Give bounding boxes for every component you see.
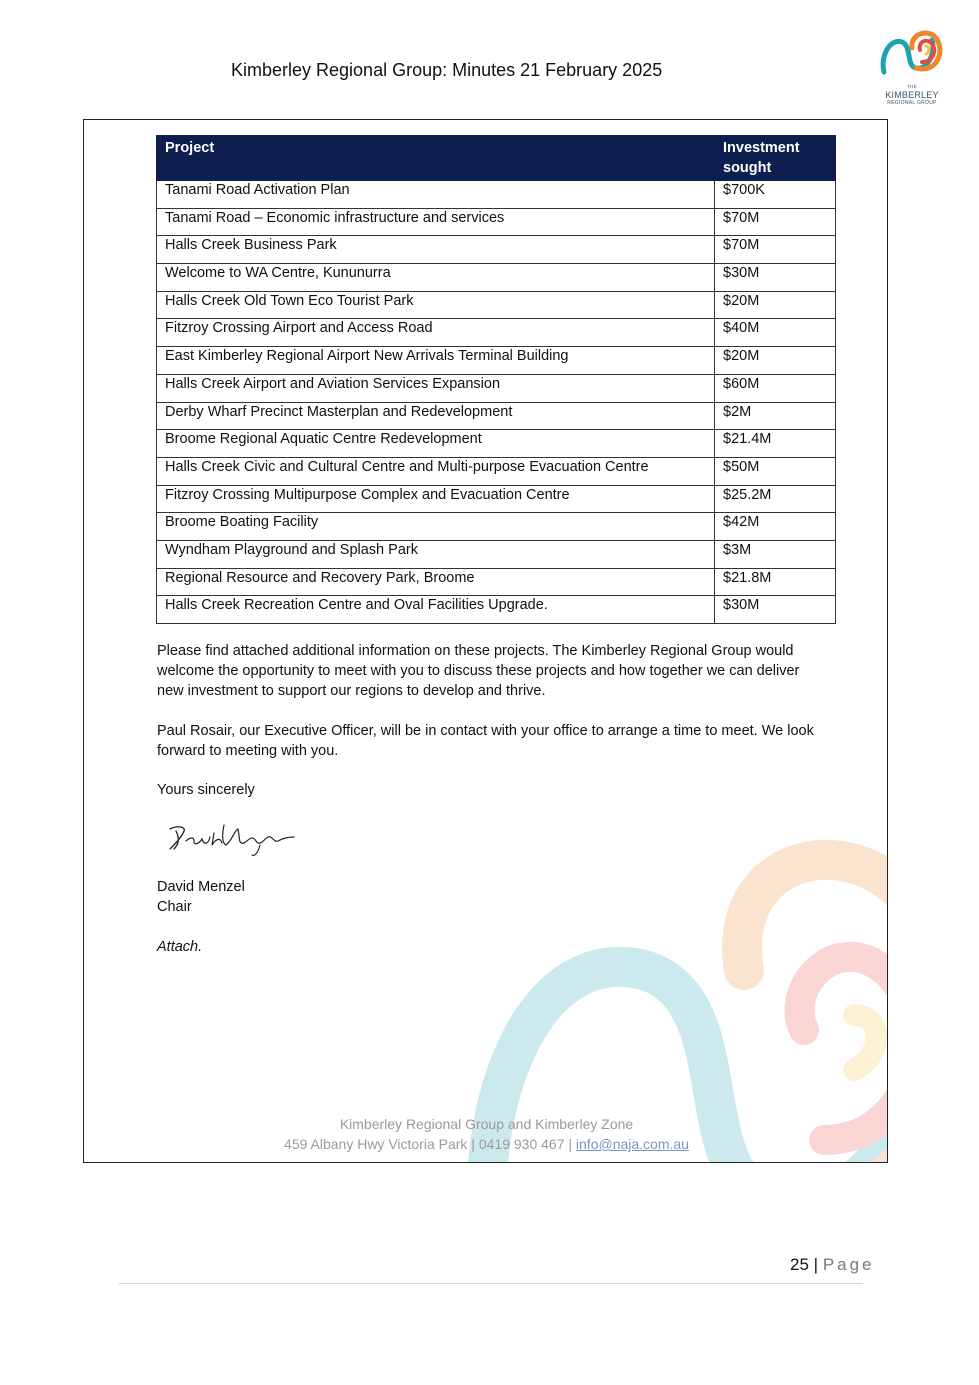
investment-cell: $70M bbox=[715, 236, 836, 264]
project-cell: Regional Resource and Recovery Park, Broome bbox=[157, 568, 715, 596]
table-row bbox=[157, 596, 836, 624]
investment-cell: $20M bbox=[715, 291, 836, 319]
page-number bbox=[790, 1255, 875, 1275]
page-label: Page bbox=[822, 1255, 875, 1274]
investment-cell: $70M bbox=[715, 208, 836, 236]
table-row bbox=[157, 540, 836, 568]
project-cell: Tanami Road Activation Plan bbox=[157, 181, 715, 209]
project-cell: Halls Creek Recreation Centre and Oval Facilities Upgrade. bbox=[157, 596, 715, 624]
footer-contact bbox=[84, 1136, 888, 1152]
table-row bbox=[157, 485, 836, 513]
footer-email-link[interactable]: info@naja.com.au bbox=[575, 1136, 689, 1152]
investment-cell: $60M bbox=[715, 374, 836, 402]
footer-divider bbox=[118, 1283, 863, 1284]
investment-cell: $50M bbox=[715, 457, 836, 485]
letter-frame bbox=[83, 119, 888, 1163]
table-row bbox=[157, 374, 836, 402]
page-number-separator: | bbox=[813, 1255, 819, 1274]
table-row bbox=[157, 457, 836, 485]
project-cell: Wyndham Playground and Splash Park bbox=[157, 540, 715, 568]
table-row bbox=[157, 208, 836, 236]
project-cell: Fitzroy Crossing Airport and Access Road bbox=[157, 319, 715, 347]
table-row bbox=[157, 291, 836, 319]
logo-text-main: KIMBERLEY bbox=[885, 90, 939, 100]
table-row bbox=[157, 347, 836, 375]
logo-text-sub: REGIONAL GROUP bbox=[887, 100, 937, 106]
table-row bbox=[157, 402, 836, 430]
project-cell: East Kimberley Regional Airport New Arrivals Terminal Building bbox=[157, 347, 715, 375]
project-cell: Welcome to WA Centre, Kununurra bbox=[157, 264, 715, 292]
project-cell: Halls Creek Airport and Aviation Services Expansion bbox=[157, 374, 715, 402]
investment-cell: $21.8M bbox=[715, 568, 836, 596]
table-row bbox=[157, 513, 836, 541]
logo-watermark bbox=[454, 800, 888, 1163]
investment-cell: $42M bbox=[715, 513, 836, 541]
table-header-row bbox=[157, 136, 836, 181]
table-row bbox=[157, 236, 836, 264]
project-cell: Tanami Road – Economic infrastructure and services bbox=[157, 208, 715, 236]
project-cell: Halls Creek Old Town Eco Tourist Park bbox=[157, 291, 715, 319]
column-header-investment: Investment sought bbox=[715, 136, 836, 181]
project-cell: Fitzroy Crossing Multipurpose Complex and Evacuation Centre bbox=[157, 485, 715, 513]
signer-name: David Menzel bbox=[157, 879, 245, 895]
table-row bbox=[157, 181, 836, 209]
document-header-title: Kimberley Regional Group: Minutes 21 February 2025 bbox=[231, 60, 663, 80]
investment-cell: $21.4M bbox=[715, 430, 836, 458]
project-cell: Derby Wharf Precinct Masterplan and Redevelopment bbox=[157, 402, 715, 430]
investment-cell: $40M bbox=[715, 319, 836, 347]
investment-cell: $3M bbox=[715, 540, 836, 568]
letter-closing: Yours sincerely bbox=[157, 782, 255, 798]
letter-paragraph-attached-info: Please find attached additional information on these projects. The Kimberley Regional Group would welcome the opportunity to meet with you to discuss these projects and how together we can deliver new investment to support our regions to develop and thrive. bbox=[157, 643, 800, 699]
footer-organisation: Kimberley Regional Group and Kimberley Zone bbox=[339, 1116, 634, 1132]
table-row bbox=[157, 264, 836, 292]
project-cell: Halls Creek Business Park bbox=[157, 236, 715, 264]
kimberley-logo bbox=[876, 28, 948, 108]
investment-cell: $700K bbox=[715, 181, 836, 209]
column-header-project: Project bbox=[157, 136, 715, 181]
handwritten-signature bbox=[164, 815, 304, 860]
page-number-value: 25 bbox=[790, 1255, 809, 1274]
project-cell: Broome Regional Aquatic Centre Redevelopment bbox=[157, 430, 715, 458]
footer-address: 459 Albany Hwy Victoria Park | 0419 930 467 | bbox=[284, 1136, 576, 1152]
investment-cell: $25.2M bbox=[715, 485, 836, 513]
investment-cell: $30M bbox=[715, 596, 836, 624]
investment-cell: $2M bbox=[715, 402, 836, 430]
table-row bbox=[157, 568, 836, 596]
investment-cell: $20M bbox=[715, 347, 836, 375]
investment-cell: $30M bbox=[715, 264, 836, 292]
attachment-note: Attach. bbox=[157, 939, 203, 955]
projects-investment-table bbox=[156, 135, 836, 624]
signer-role: Chair bbox=[157, 899, 192, 915]
project-cell: Broome Boating Facility bbox=[157, 513, 715, 541]
table-row bbox=[157, 319, 836, 347]
letter-paragraph-contact: Paul Rosair, our Executive Officer, will be in contact with your office to arrange a time to meet. We look forward to meeting with you. bbox=[157, 723, 814, 759]
logo-text-the: THE bbox=[907, 84, 917, 89]
project-cell: Halls Creek Civic and Cultural Centre and Multi-purpose Evacuation Centre bbox=[157, 457, 715, 485]
table-row bbox=[157, 430, 836, 458]
